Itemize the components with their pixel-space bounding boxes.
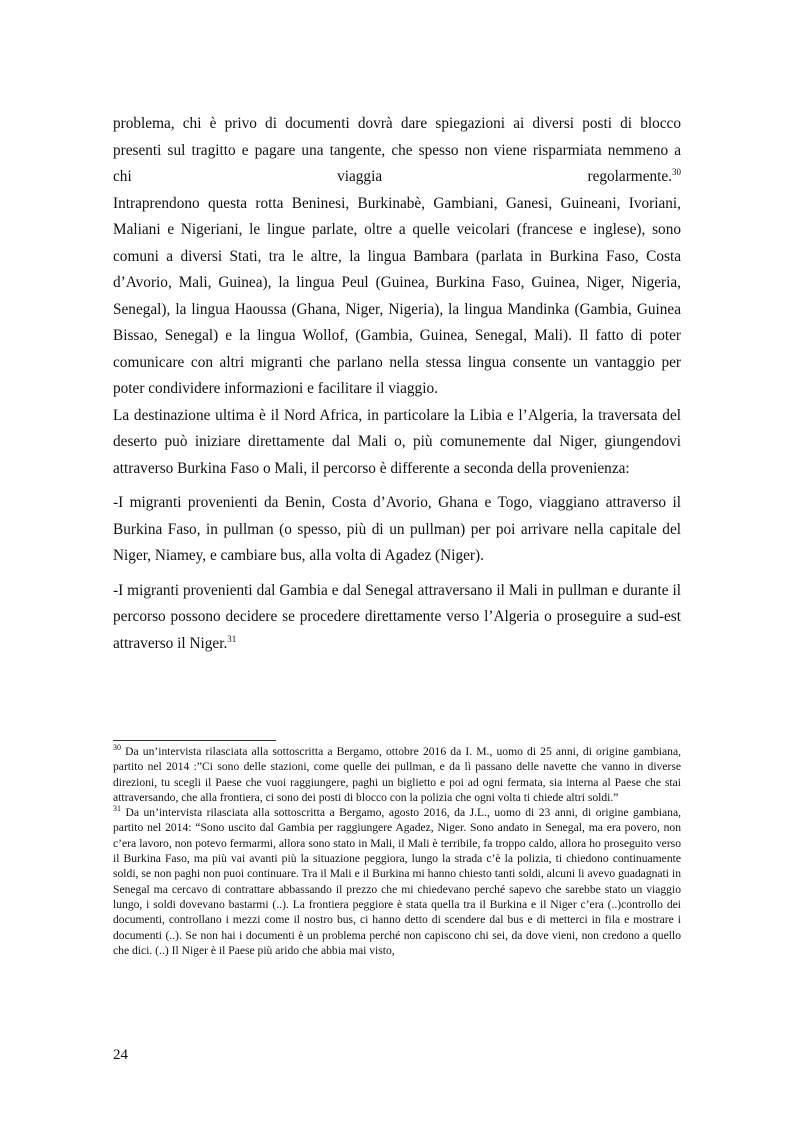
paragraph-1-line-1: problema, chi è privo di documenti dovrà dare spiegazioni ai diversi posti di blocco (113, 115, 681, 132)
paragraph-1-line-2: presenti sul tragitto e pagare una tangente, che spesso non viene risparmiata nemmeno a (113, 141, 681, 159)
word-regolarmente (587, 168, 681, 185)
footnote-31 (113, 805, 681, 958)
word-viaggia: viaggia (337, 168, 383, 185)
footnote-number: 31 (113, 804, 121, 814)
paragraph-4: -I migranti provenienti da Benin, Costa d’Avorio, Ghana e Togo, viaggiano attraverso il Burkina Faso, in pullman (o spesso, più di un pullman) per poi arrivare nella capitale del Niger, Niamey, e cambiare bus, alla volta di Agadez (Niger). (113, 494, 681, 564)
word-chi: chi (113, 168, 132, 185)
paragraph-5-text: -I migranti provenienti dal Gambia e dal Senegal attraversano il Mali in pullman e durante il percorso possono decidere se procedere direttamente verso l’Algeria o proseguire a sud-est attraverso il Niger. (113, 581, 681, 652)
paragraph-5 (113, 578, 681, 658)
footnotes (113, 744, 681, 958)
paragraph-3: La destinazione ultima è il Nord Africa, in particolare la Libia e l’Algeria, la traversata del deserto può iniziare direttamente dal Mali o, più comunemente dal Niger, giungendovi attraverso Burkina Faso o Mali, il percorso è differente a seconda della provenienza: (113, 406, 681, 477)
regolarmente-text: regolarmente. (587, 168, 672, 185)
footnote-30 (113, 744, 681, 805)
footnote-ref-31[interactable]: 31 (227, 633, 237, 644)
footnote-text: Da un’intervista rilasciata alla sottoscritta a Bergamo, agosto 2016, da J.L., uomo di 23 anni, di origine gambiana, partito nel 2014: “Sono uscito dal Gambia per raggiungere Agadez, Niger. Sono andato in Senegal, ma era povero, non c’era lavoro, non potevo fermarmi, allora sono stato in Mali, il Mali è terribile, fa troppo caldo, allora ho proseguito verso il Burkina Faso, ma più vai avanti più la situazione peggiora, lungo la strada c’è la polizia, ti chiedono continuamente soldi, se non paghi non puoi continuare. Tra il Mali e il Burkina mi hanno chiesto tanti soldi, alcuni li avevo guadagnati in Senegal ma cercavo di contrattare abbassando il prezzo che mi chiedevano perché sapevo che sarebbe stato un viaggio lungo, i soldi dovevano bastarmi (..). La frontiera peggiore è stata quella tra il Burkina e il Niger c’era (..)controllo dei documenti, controllano i mezzi come il nostro bus, ci hanno detto di scendere dal bus e di metterci in fila e mostrare i documenti (..). Se non hai i documenti è un problema perché non capiscono chi sei, da dove vieni, non credono a quello che dici. (..) Il Niger è il Paese più arido che abbia mai visto, (113, 806, 681, 957)
paragraph-1-line-3 (113, 164, 681, 191)
footnote-text: Da un’intervista rilasciata alla sottoscritta a Bergamo, ottobre 2016 da I. M., uomo di 25 anni, di origine gambiana, partito nel 2014 :”Ci sono delle stazioni, come quelle dei pullman, e da lì passano delle navette che vanno in diverse direzioni, tu scegli il Paese che vuoi raggiungere, paghi un biglietto e poi ad ogni fermata, sia interna al Paese che stai attraversando, che alla frontiera, ci sono dei posti di blocco con la polizia che ogni volta ti chiede altri soldi.” (113, 745, 681, 804)
main-text (113, 111, 681, 657)
footnote-separator (113, 740, 276, 741)
footnote-ref-30[interactable]: 30 (672, 166, 681, 177)
page-number: 24 (113, 1047, 128, 1063)
footnote-number: 30 (113, 743, 121, 753)
paragraph-2: Intraprendono questa rotta Beninesi, Burkinabè, Gambiani, Ganesi, Guineani, Ivoriani, Maliani e Nigeriani, le lingue parlate, oltre a quelle veicolari (francese e inglese), sono comuni a diversi Stati, tra le altre, la lingua Bambara (parlata in Burkina Faso, Costa d’Avorio, Mali, Guinea), la lingua Peul (Guinea, Burkina Faso, Guinea, Niger, Nigeria, Senegal), la lingua Haoussa (Ghana, Niger, Nigeria), la lingua Mandinka (Gambia, Guinea Bissao, Senegal) e la lingua Wollof, (Gambia, Guinea, Senegal, Mali). Il fatto di poter comunicare con altri migranti che parlano nella stessa lingua consente un vantaggio per poter condividere informazioni e facilitare il viaggio. (113, 194, 681, 397)
